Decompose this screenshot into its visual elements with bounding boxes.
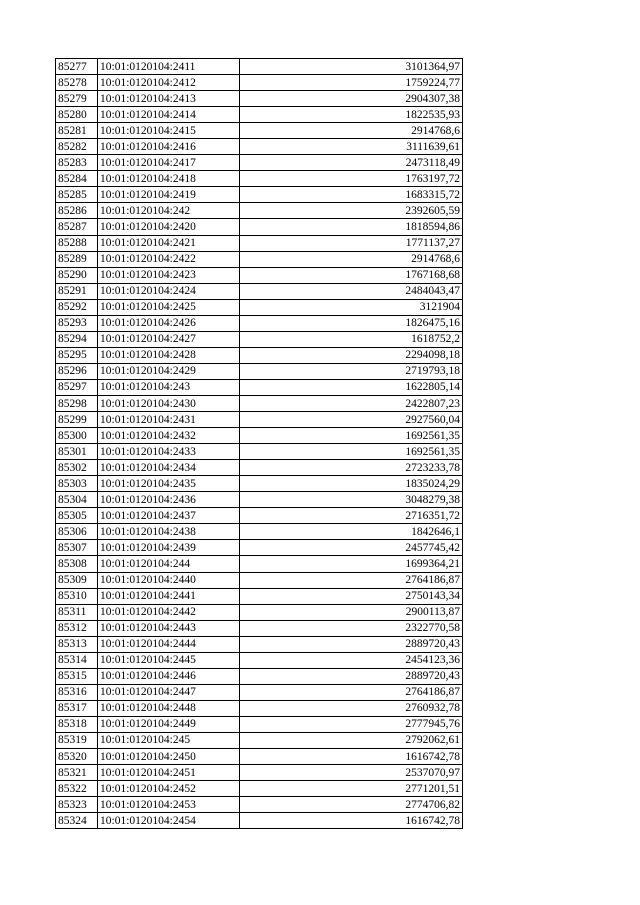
row-number-cell: 85324 <box>56 813 98 829</box>
row-number-cell: 85310 <box>56 588 98 604</box>
cadastral-number-cell: 10:01:0120104:2429 <box>98 363 240 379</box>
cadastral-number-cell: 10:01:0120104:2425 <box>98 299 240 315</box>
value-cell: 2914768,6 <box>240 123 463 139</box>
row-number-cell: 85312 <box>56 620 98 636</box>
cadastral-number-cell: 10:01:0120104:2412 <box>98 75 240 91</box>
cadastral-number-cell: 10:01:0120104:2446 <box>98 668 240 684</box>
row-number-cell: 85294 <box>56 331 98 347</box>
table-row <box>56 123 463 139</box>
cadastral-number-cell: 10:01:0120104:2417 <box>98 155 240 171</box>
row-number-cell: 85290 <box>56 267 98 283</box>
table-row <box>56 139 463 155</box>
value-cell: 3111639,61 <box>240 139 463 155</box>
value-cell: 1692561,35 <box>240 444 463 460</box>
value-cell: 1763197,72 <box>240 171 463 187</box>
cadastral-number-cell: 10:01:0120104:2413 <box>98 91 240 107</box>
cadastral-number-cell: 10:01:0120104:2426 <box>98 315 240 331</box>
row-number-cell: 85300 <box>56 428 98 444</box>
table-row <box>56 684 463 700</box>
row-number-cell: 85307 <box>56 540 98 556</box>
table-row <box>56 155 463 171</box>
table-row <box>56 668 463 684</box>
row-number-cell: 85321 <box>56 765 98 781</box>
cadastral-number-cell: 10:01:0120104:2411 <box>98 59 240 75</box>
row-number-cell: 85278 <box>56 75 98 91</box>
value-cell: 2454123,36 <box>240 652 463 668</box>
cadastral-number-cell: 10:01:0120104:2454 <box>98 813 240 829</box>
cadastral-number-cell: 10:01:0120104:243 <box>98 379 240 395</box>
cadastral-number-cell: 10:01:0120104:2431 <box>98 412 240 428</box>
table-row <box>56 572 463 588</box>
row-number-cell: 85299 <box>56 412 98 428</box>
table-row <box>56 283 463 299</box>
row-number-cell: 85309 <box>56 572 98 588</box>
table-row <box>56 267 463 283</box>
table-row <box>56 540 463 556</box>
row-number-cell: 85280 <box>56 107 98 123</box>
table-row <box>56 107 463 123</box>
table-row <box>56 813 463 829</box>
value-cell: 2760932,78 <box>240 700 463 716</box>
table-row <box>56 749 463 765</box>
table-row <box>56 171 463 187</box>
table-row <box>56 219 463 235</box>
value-cell: 1618752,2 <box>240 331 463 347</box>
cadastral-number-cell: 10:01:0120104:2421 <box>98 235 240 251</box>
value-cell: 1616742,78 <box>240 749 463 765</box>
value-cell: 1683315,72 <box>240 187 463 203</box>
cadastral-number-cell: 10:01:0120104:2419 <box>98 187 240 203</box>
cadastral-number-cell: 10:01:0120104:2440 <box>98 572 240 588</box>
cadastral-number-cell: 10:01:0120104:2433 <box>98 444 240 460</box>
cadastral-number-cell: 10:01:0120104:2420 <box>98 219 240 235</box>
value-cell: 2322770,58 <box>240 620 463 636</box>
cadastral-number-cell: 10:01:0120104:2434 <box>98 460 240 476</box>
cadastral-number-cell: 10:01:0120104:2453 <box>98 797 240 813</box>
value-cell: 2771201,51 <box>240 781 463 797</box>
value-cell: 2900113,87 <box>240 604 463 620</box>
table-row <box>56 781 463 797</box>
value-cell: 2792062,61 <box>240 732 463 748</box>
row-number-cell: 85308 <box>56 556 98 572</box>
data-table <box>55 58 463 829</box>
value-cell: 2889720,43 <box>240 668 463 684</box>
value-cell: 2777945,76 <box>240 716 463 732</box>
row-number-cell: 85320 <box>56 749 98 765</box>
cadastral-number-cell: 10:01:0120104:2414 <box>98 107 240 123</box>
value-cell: 1692561,35 <box>240 428 463 444</box>
value-cell: 1622805,14 <box>240 379 463 395</box>
row-number-cell: 85285 <box>56 187 98 203</box>
value-cell: 3121904 <box>240 299 463 315</box>
row-number-cell: 85283 <box>56 155 98 171</box>
value-cell: 1771137,27 <box>240 235 463 251</box>
cadastral-number-cell: 10:01:0120104:2443 <box>98 620 240 636</box>
row-number-cell: 85284 <box>56 171 98 187</box>
cadastral-number-cell: 10:01:0120104:2445 <box>98 652 240 668</box>
row-number-cell: 85277 <box>56 59 98 75</box>
cadastral-number-cell: 10:01:0120104:2430 <box>98 395 240 411</box>
table-row <box>56 331 463 347</box>
table-row <box>56 444 463 460</box>
cadastral-number-cell: 10:01:0120104:2422 <box>98 251 240 267</box>
cadastral-number-cell: 10:01:0120104:2423 <box>98 267 240 283</box>
cadastral-number-cell: 10:01:0120104:2451 <box>98 765 240 781</box>
value-cell: 2294098,18 <box>240 347 463 363</box>
row-number-cell: 85304 <box>56 492 98 508</box>
value-cell: 2457745,42 <box>240 540 463 556</box>
table-row <box>56 251 463 267</box>
cadastral-number-cell: 10:01:0120104:2418 <box>98 171 240 187</box>
value-cell: 2392605,59 <box>240 203 463 219</box>
table-row <box>56 588 463 604</box>
table-row <box>56 379 463 395</box>
value-cell: 2774706,82 <box>240 797 463 813</box>
value-cell: 1699364,21 <box>240 556 463 572</box>
table-row <box>56 187 463 203</box>
row-number-cell: 85311 <box>56 604 98 620</box>
table-row <box>56 700 463 716</box>
row-number-cell: 85306 <box>56 524 98 540</box>
cadastral-number-cell: 10:01:0120104:2439 <box>98 540 240 556</box>
table-row <box>56 652 463 668</box>
row-number-cell: 85298 <box>56 395 98 411</box>
cadastral-number-cell: 10:01:0120104:244 <box>98 556 240 572</box>
row-number-cell: 85322 <box>56 781 98 797</box>
row-number-cell: 85288 <box>56 235 98 251</box>
row-number-cell: 85315 <box>56 668 98 684</box>
value-cell: 2764186,87 <box>240 572 463 588</box>
row-number-cell: 85279 <box>56 91 98 107</box>
value-cell: 2750143,34 <box>240 588 463 604</box>
cadastral-number-cell: 10:01:0120104:245 <box>98 732 240 748</box>
cadastral-number-cell: 10:01:0120104:2450 <box>98 749 240 765</box>
value-cell: 2716351,72 <box>240 508 463 524</box>
value-cell: 2723233,78 <box>240 460 463 476</box>
row-number-cell: 85316 <box>56 684 98 700</box>
cadastral-number-cell: 10:01:0120104:2415 <box>98 123 240 139</box>
cadastral-number-cell: 10:01:0120104:2452 <box>98 781 240 797</box>
value-cell: 3101364,97 <box>240 59 463 75</box>
table-row <box>56 620 463 636</box>
table-row <box>56 604 463 620</box>
cadastral-number-cell: 10:01:0120104:2427 <box>98 331 240 347</box>
table-row <box>56 203 463 219</box>
row-number-cell: 85319 <box>56 732 98 748</box>
table-row <box>56 636 463 652</box>
table-row <box>56 91 463 107</box>
table-row <box>56 492 463 508</box>
row-number-cell: 85297 <box>56 379 98 395</box>
value-cell: 1842646,1 <box>240 524 463 540</box>
table-row <box>56 428 463 444</box>
cadastral-number-cell: 10:01:0120104:2438 <box>98 524 240 540</box>
value-cell: 2914768,6 <box>240 251 463 267</box>
cadastral-number-cell: 10:01:0120104:2432 <box>98 428 240 444</box>
cadastral-number-cell: 10:01:0120104:2436 <box>98 492 240 508</box>
value-cell: 1822535,93 <box>240 107 463 123</box>
cadastral-number-cell: 10:01:0120104:2449 <box>98 716 240 732</box>
cadastral-number-cell: 10:01:0120104:2437 <box>98 508 240 524</box>
row-number-cell: 85318 <box>56 716 98 732</box>
row-number-cell: 85286 <box>56 203 98 219</box>
value-cell: 2764186,87 <box>240 684 463 700</box>
row-number-cell: 85287 <box>56 219 98 235</box>
value-cell: 2904307,38 <box>240 91 463 107</box>
table-row <box>56 363 463 379</box>
row-number-cell: 85296 <box>56 363 98 379</box>
table-row <box>56 315 463 331</box>
row-number-cell: 85302 <box>56 460 98 476</box>
row-number-cell: 85293 <box>56 315 98 331</box>
table-row <box>56 460 463 476</box>
cadastral-number-cell: 10:01:0120104:2442 <box>98 604 240 620</box>
row-number-cell: 85303 <box>56 476 98 492</box>
table-row <box>56 476 463 492</box>
table-row <box>56 765 463 781</box>
table-row <box>56 75 463 91</box>
value-cell: 2719793,18 <box>240 363 463 379</box>
table-row <box>56 556 463 572</box>
table-row <box>56 412 463 428</box>
value-cell: 1759224,77 <box>240 75 463 91</box>
table-row <box>56 508 463 524</box>
cadastral-number-cell: 10:01:0120104:2435 <box>98 476 240 492</box>
table-row <box>56 797 463 813</box>
row-number-cell: 85313 <box>56 636 98 652</box>
value-cell: 2422807,23 <box>240 395 463 411</box>
value-cell: 1616742,78 <box>240 813 463 829</box>
table-row <box>56 235 463 251</box>
table-row <box>56 347 463 363</box>
table-row <box>56 716 463 732</box>
row-number-cell: 85301 <box>56 444 98 460</box>
value-cell: 2927560,04 <box>240 412 463 428</box>
cadastral-number-cell: 10:01:0120104:242 <box>98 203 240 219</box>
value-cell: 2889720,43 <box>240 636 463 652</box>
table-row <box>56 59 463 75</box>
value-cell: 1767168,68 <box>240 267 463 283</box>
cadastral-number-cell: 10:01:0120104:2441 <box>98 588 240 604</box>
row-number-cell: 85323 <box>56 797 98 813</box>
row-number-cell: 85317 <box>56 700 98 716</box>
table-row <box>56 732 463 748</box>
cadastral-number-cell: 10:01:0120104:2447 <box>98 684 240 700</box>
value-cell: 2473118,49 <box>240 155 463 171</box>
cadastral-number-cell: 10:01:0120104:2424 <box>98 283 240 299</box>
row-number-cell: 85291 <box>56 283 98 299</box>
row-number-cell: 85292 <box>56 299 98 315</box>
value-cell: 2484043,47 <box>240 283 463 299</box>
table-row <box>56 395 463 411</box>
value-cell: 1835024,29 <box>240 476 463 492</box>
cadastral-number-cell: 10:01:0120104:2448 <box>98 700 240 716</box>
value-cell: 1826475,16 <box>240 315 463 331</box>
table-row <box>56 299 463 315</box>
row-number-cell: 85305 <box>56 508 98 524</box>
cadastral-number-cell: 10:01:0120104:2444 <box>98 636 240 652</box>
row-number-cell: 85281 <box>56 123 98 139</box>
row-number-cell: 85289 <box>56 251 98 267</box>
cadastral-number-cell: 10:01:0120104:2416 <box>98 139 240 155</box>
value-cell: 3048279,38 <box>240 492 463 508</box>
value-cell: 2537070,97 <box>240 765 463 781</box>
table-body <box>56 59 463 829</box>
table-row <box>56 524 463 540</box>
row-number-cell: 85295 <box>56 347 98 363</box>
row-number-cell: 85282 <box>56 139 98 155</box>
row-number-cell: 85314 <box>56 652 98 668</box>
cadastral-number-cell: 10:01:0120104:2428 <box>98 347 240 363</box>
value-cell: 1818594,86 <box>240 219 463 235</box>
